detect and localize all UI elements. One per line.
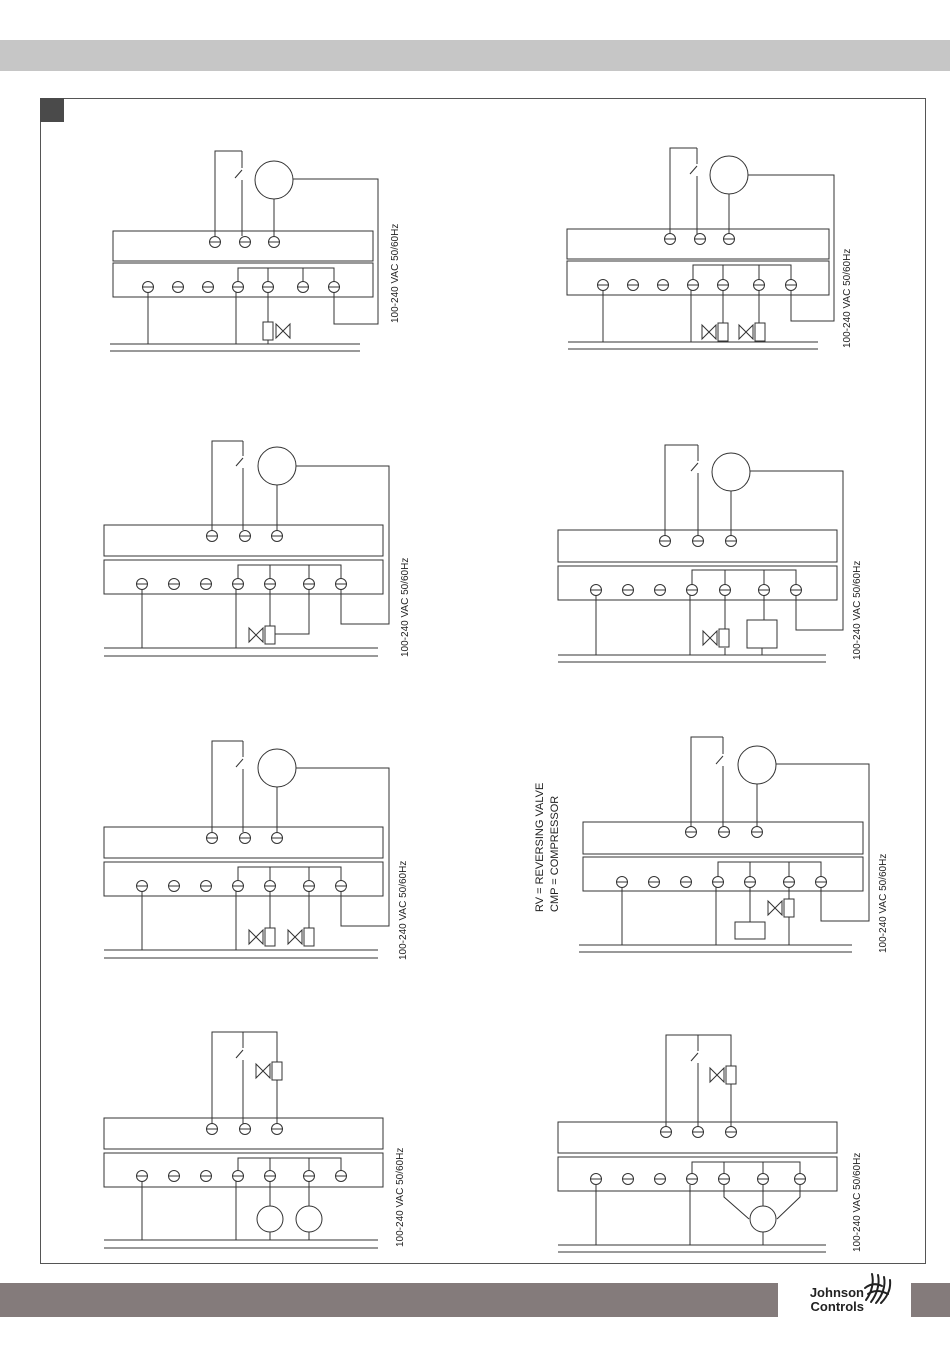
wiring-diagram-6 xyxy=(579,737,869,952)
wiring-diagram-7 xyxy=(104,1032,383,1248)
supply-label-1: 100-240 VAC 50/60Hz xyxy=(390,223,401,323)
supply-label-2: 100-240 VAC 50/60Hz xyxy=(842,248,853,348)
supply-label-4: 100-240 VAC 50/60Hz xyxy=(852,560,863,660)
footer-bar-tab xyxy=(911,1283,950,1317)
wiring-diagram-3 xyxy=(104,441,389,656)
wiring-diagram-4 xyxy=(558,445,843,662)
supply-label-5: 100-240 VAC 50/60Hz xyxy=(398,860,409,960)
brand-line-2: Controls xyxy=(810,1299,864,1314)
supply-label-6: 100-240 VAC 50/60Hz xyxy=(878,853,889,953)
wiring-diagram-8 xyxy=(558,1035,837,1252)
wiring-diagram-1 xyxy=(110,151,378,351)
brand-mark-icon xyxy=(862,1270,894,1306)
footer-bar xyxy=(0,1283,778,1317)
supply-label-3: 100-240 VAC 50/60Hz xyxy=(400,557,411,657)
legend-compressor: CMP = COMPRESSOR xyxy=(549,795,561,912)
wiring-diagram-2 xyxy=(567,148,834,349)
supply-label-8: 100-240 VAC 50/60Hz xyxy=(852,1152,863,1252)
wiring-diagram-5 xyxy=(104,741,389,958)
legend-reversing-valve: RV = REVERSING VALVE xyxy=(534,782,546,912)
supply-label-7: 100-240 VAC 50/60Hz xyxy=(395,1147,406,1247)
brand-line-1: Johnson xyxy=(809,1285,864,1300)
johnson-controls-logo xyxy=(792,1270,902,1322)
